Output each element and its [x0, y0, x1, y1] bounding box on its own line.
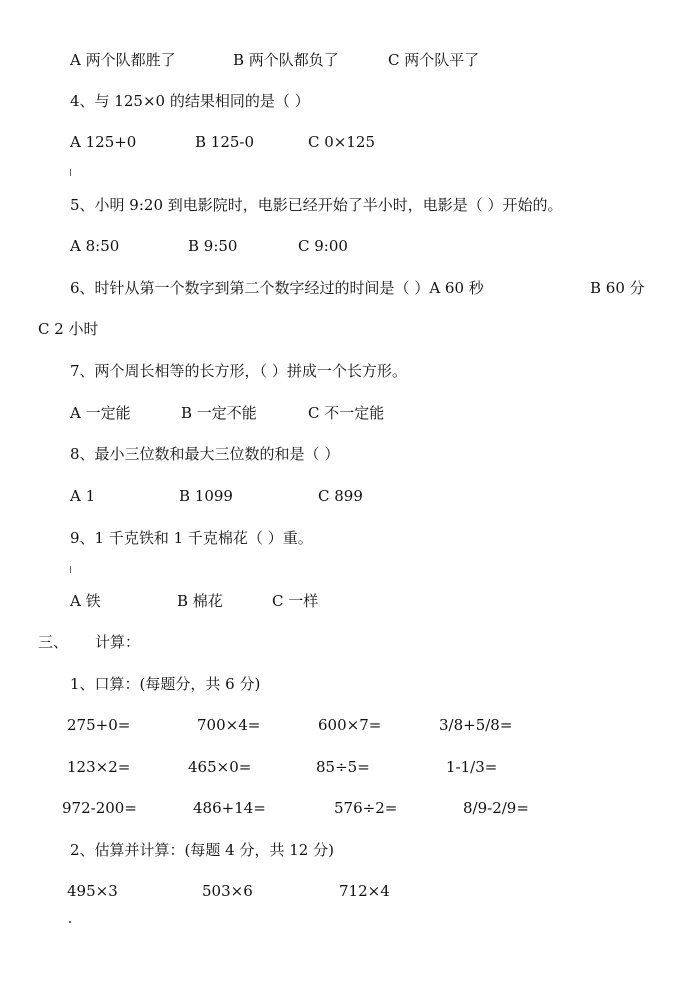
oral-item: 123×2=: [67, 758, 131, 776]
oral-item: 486+14=: [193, 799, 266, 817]
q6-option-c: C 2 小时: [38, 320, 99, 338]
q7-question: 7、两个周长相等的长方形，（ ）拼成一个长方形。: [70, 362, 407, 380]
oral-item: 1-1/3=: [446, 758, 498, 776]
stray-dot: [69, 921, 71, 923]
q4-option-b: B 125-0: [195, 133, 255, 151]
q8-option-c: C 899: [318, 487, 363, 505]
q9-question: 9、1 千克铁和 1 千克棉花（ ）重。: [70, 529, 313, 547]
estimate-heading: 2、估算并计算：(每题 4 分，共 12 分): [70, 841, 334, 859]
oral-item: 465×0=: [188, 758, 252, 776]
q4-question: 4、与 125×0 的结果相同的是（ ）: [70, 92, 310, 110]
q5-question: 5、小明 9:20 到电影院时，电影已经开始了半小时，电影是（ ）开始的。: [70, 196, 563, 214]
estimate-item: 712×4: [339, 882, 390, 900]
section-title: 计算：: [95, 633, 141, 651]
oral-item: 85÷5=: [316, 758, 370, 776]
q8-option-b: B 1099: [179, 487, 233, 505]
oral-item: 3/8+5/8=: [439, 716, 513, 734]
q3-option-a: A 两个队都胜了: [70, 51, 176, 69]
q5-option-a: A 8:50: [70, 237, 120, 255]
estimate-item: 495×3: [67, 882, 118, 900]
q7-option-c: C 不一定能: [308, 404, 385, 422]
stray-mark: [70, 566, 71, 573]
oral-item: 700×4=: [197, 716, 261, 734]
oral-item: 8/9-2/9=: [463, 799, 529, 817]
estimate-item: 503×6: [202, 882, 253, 900]
q6-option-b: B 60 分: [590, 279, 645, 297]
q8-question: 8、最小三位数和最大三位数的和是（ ）: [70, 445, 340, 463]
q6-question: 6、时针从第一个数字到第二个数字经过的时间是（ ）A 60 秒: [70, 279, 484, 297]
q9-option-c: C 一样: [272, 592, 319, 610]
q4-option-a: A 125+0: [70, 133, 137, 151]
oral-item: 600×7=: [318, 716, 382, 734]
q5-option-b: B 9:50: [188, 237, 238, 255]
q9-option-b: B 棉花: [177, 592, 223, 610]
oral-heading: 1、口算：(每题分，共 6 分): [70, 675, 261, 693]
oral-item: 275+0=: [67, 716, 131, 734]
q8-option-a: A 1: [70, 487, 96, 505]
oral-item: 576÷2=: [334, 799, 398, 817]
q3-option-c: C 两个队平了: [388, 51, 480, 69]
stray-mark: [70, 169, 71, 176]
q7-option-a: A 一定能: [70, 404, 131, 422]
q7-option-b: B 一定不能: [181, 404, 257, 422]
q3-option-b: B 两个队都负了: [233, 51, 339, 69]
q9-option-a: A 铁: [70, 592, 101, 610]
q5-option-c: C 9:00: [298, 237, 348, 255]
q4-option-c: C 0×125: [308, 133, 375, 151]
oral-item: 972-200=: [62, 799, 137, 817]
section-number: 三、: [38, 633, 69, 651]
